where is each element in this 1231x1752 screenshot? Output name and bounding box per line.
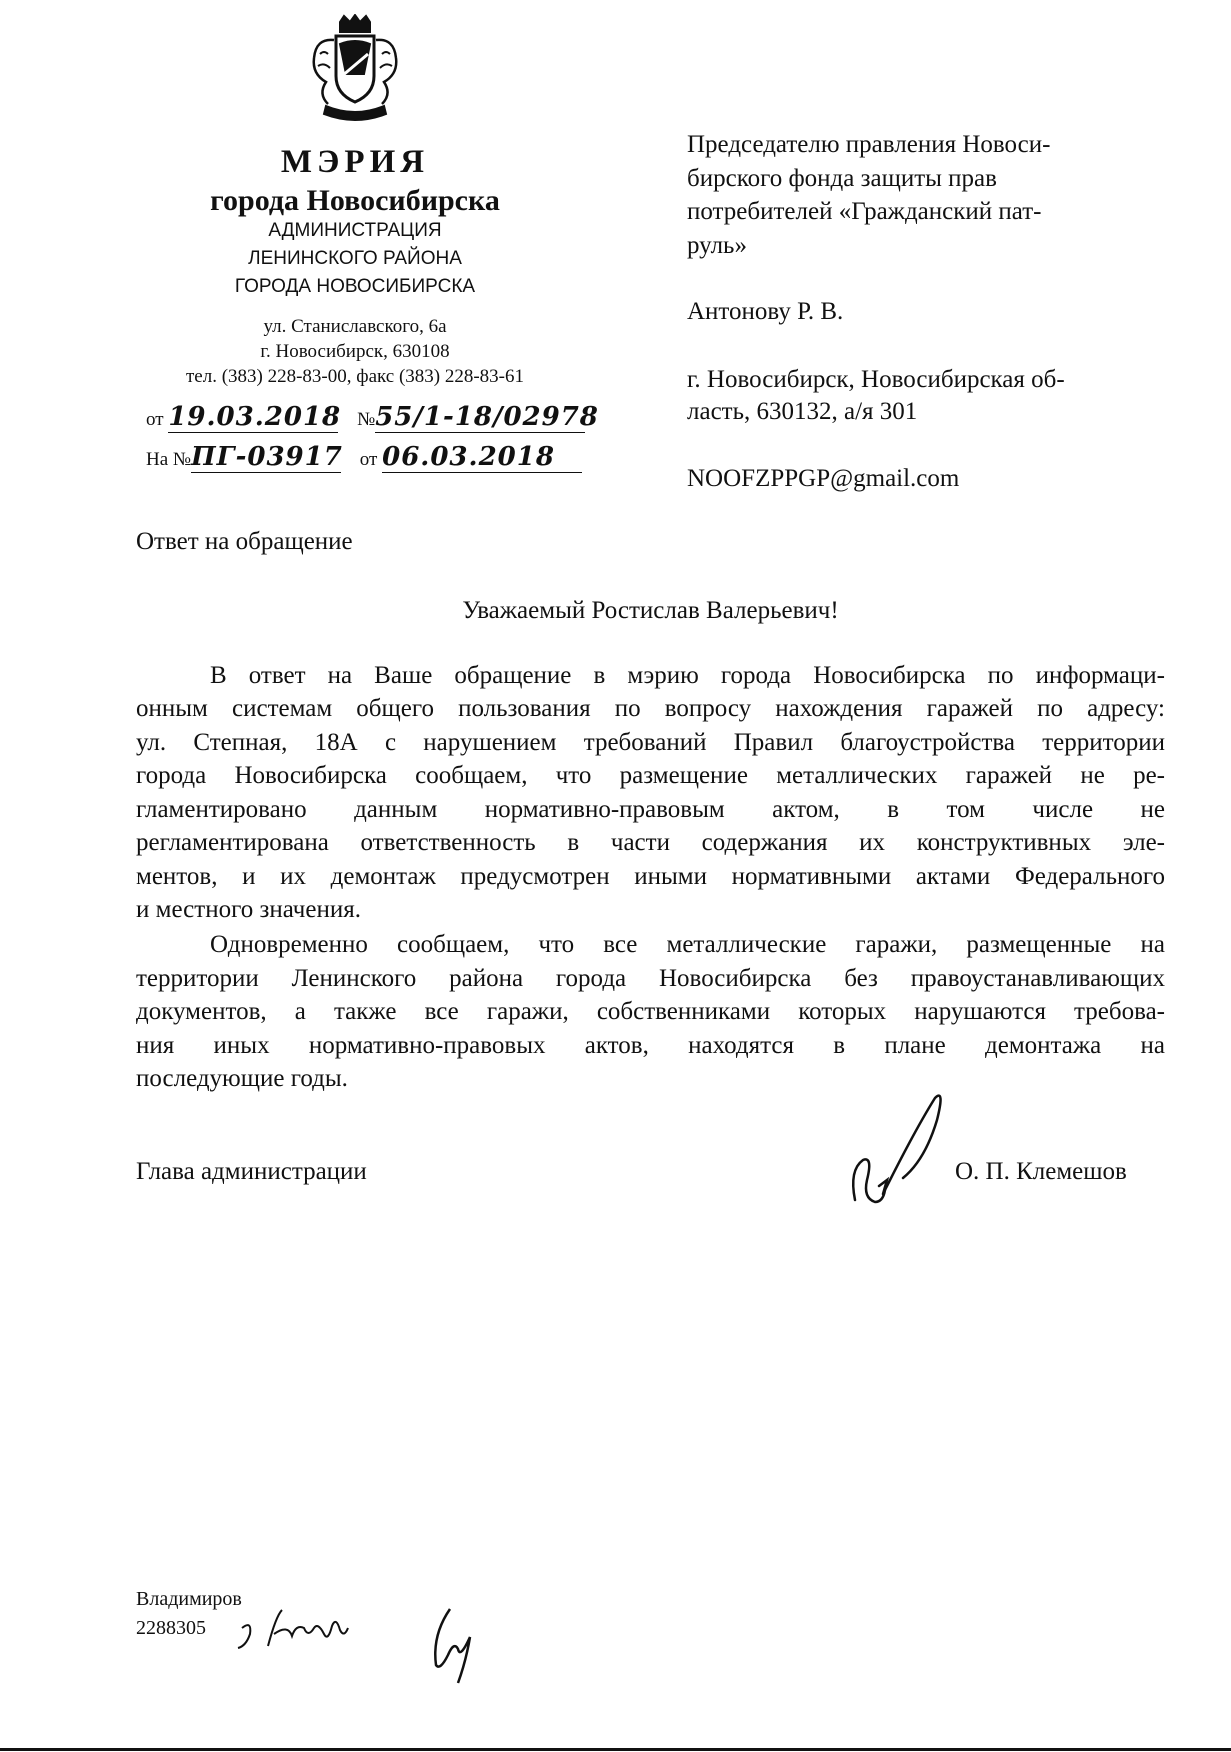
paragraph-line: документов, а также все гаражи, собственниками которых нарушаются требова- [136, 998, 1165, 1025]
paragraph-line: В ответ на Ваше обращение в мэрию города Новосибирска по информаци- [210, 662, 1165, 689]
signatory-name: О. П. Клемешов [955, 1158, 1127, 1185]
recipient-address-line: ласть, 630132, а/я 301 [687, 398, 918, 425]
paragraph-line: гламентировано данным нормативно-правовым актом, в том числе не [136, 796, 1165, 823]
dept-line: АДМИНИСТРАЦИЯ [268, 220, 442, 241]
signatory-position: Глава администрации [136, 1158, 367, 1185]
paragraph-line: территории Ленинского района города Новосибирска без правоустанавливающих [136, 965, 1165, 992]
org-contacts-line: тел. (383) 228-83-00, факс (383) 228-83-61 [185, 366, 525, 387]
subject: Ответ на обращение [136, 528, 353, 555]
org-address-line: г. Новосибирск, 630108 [260, 341, 450, 362]
paragraph-line: онным системам общего пользования по вопросу нахождения гаражей по адресу: [136, 695, 1165, 722]
city-coat-of-arms-emblem [306, 14, 404, 126]
recipient-email: NOOFZPPGP@gmail.com [687, 465, 960, 492]
paragraph-line: ния иных нормативно-правовых актов, находятся в плане демонтажа на [136, 1032, 1165, 1059]
executor-phone: 2288305 [136, 1617, 206, 1639]
handwritten-signature [845, 1090, 985, 1210]
out-number-label: № [357, 409, 376, 430]
org-address-line: ул. Станиславского, 6а [263, 316, 447, 337]
paragraph-line: Одновременно сообщаем, что все металлические гаражи, размещенные на [210, 931, 1165, 958]
approval-initials-mark [430, 1605, 480, 1685]
out-number: 55/1-18/02978 [375, 402, 599, 432]
ref-date-label: от [359, 449, 378, 470]
paragraph-line: ул. Степная, 18А с нарушением требований Правил благоустройства территории [136, 729, 1165, 756]
outgoing-reg-line [146, 402, 599, 433]
recipient-line: бирского фонда защиты прав [687, 164, 997, 192]
out-date: 19.03.2018 [168, 402, 342, 432]
recipient-address-line: г. Новосибирск, Новосибирская об- [687, 366, 1065, 393]
ref-number-label: На № [146, 449, 192, 470]
recipient-line: Председателю правления Новоси- [687, 131, 1051, 158]
org-city: города Новосибирска [210, 184, 500, 217]
reference-reg-line [146, 442, 582, 473]
dept-line: ГОРОДА НОВОСИБИРСКА [234, 276, 476, 297]
paragraph-line: и местного значения. [136, 896, 361, 923]
paragraph-line: последующие годы. [136, 1065, 348, 1092]
page-bottom-border [0, 1748, 1231, 1751]
paragraph-line: регламентирована ответственность в части содержания их конструктивных эле- [136, 829, 1165, 856]
recipient-line: потребителей «Гражданский пат- [687, 198, 1042, 225]
recipient-address [687, 364, 1065, 428]
out-date-label: от [146, 409, 164, 430]
ref-number: ПГ-03917 [191, 442, 343, 472]
org-title: МЭРИЯ [280, 144, 430, 180]
paragraph-line: ментов, и их демонтаж предусмотрен иными нормативными актами Федерального [136, 863, 1165, 890]
dept-line: ЛЕНИНСКОГО РАЙОНА [248, 248, 462, 269]
greeting: Уважаемый Ростислав Валерьевич! [462, 597, 839, 624]
executor-name: Владимиров [136, 1588, 242, 1610]
recipient-line: руль» [687, 231, 747, 259]
executor-signature [232, 1606, 372, 1656]
ref-date: 06.03.2018 [382, 442, 582, 473]
recipient-block [687, 128, 1050, 262]
paragraph-line: города Новосибирска сообщаем, что размещение металлических гаражей не ре- [136, 762, 1165, 789]
recipient-name: Антонову Р. В. [687, 298, 844, 325]
